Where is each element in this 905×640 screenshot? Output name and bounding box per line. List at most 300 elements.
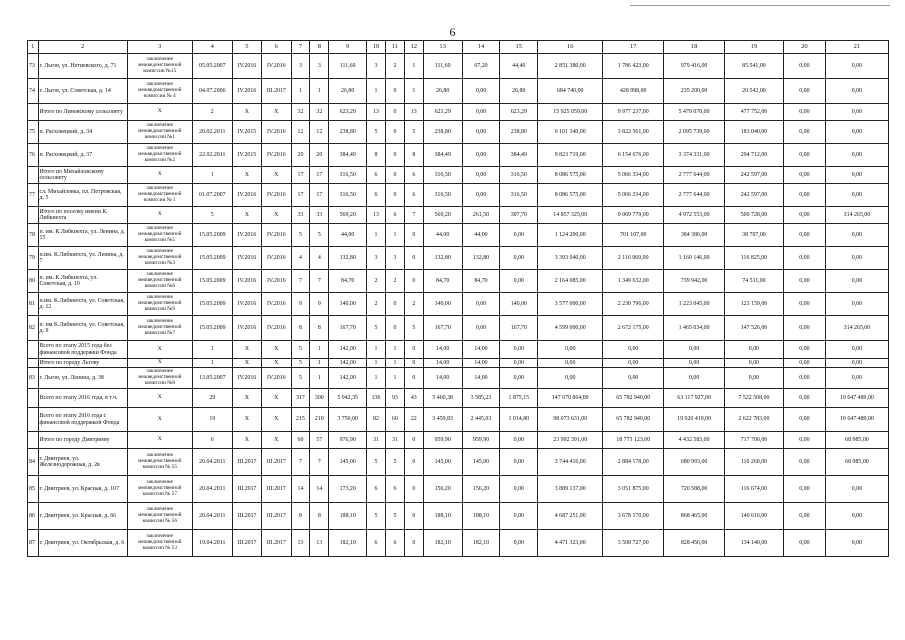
- table-cell: 5: [367, 121, 386, 144]
- table-cell: 0,00: [825, 144, 888, 167]
- table-cell: IV.2016: [232, 54, 261, 79]
- table-cell: 14 857 325,00: [538, 207, 603, 224]
- table-cell: IV.2016: [262, 144, 291, 167]
- table-cell: 78: [28, 224, 39, 247]
- table-cell: 98 073 631,00: [538, 408, 603, 432]
- table-cell: 14,00: [423, 359, 462, 368]
- table-cell: 235 200,00: [664, 79, 725, 104]
- table-cell: III.2017: [232, 530, 261, 557]
- table-cell: 14,00: [462, 359, 500, 368]
- table-cell: 18 773 123,00: [603, 432, 664, 449]
- table-cell: 84,70: [423, 270, 462, 293]
- table-cell: 38 707,00: [725, 224, 784, 247]
- table-cell: 8: [404, 144, 423, 167]
- table-cell: 116 674,00: [725, 476, 784, 503]
- table-cell: 0,00: [500, 503, 538, 530]
- table-cell: 316,50: [423, 184, 462, 207]
- table-cell: IV.2016: [232, 368, 261, 389]
- table-cell: 5: [367, 503, 386, 530]
- table-cell: III.2017: [262, 503, 291, 530]
- table-cell: 7: [310, 270, 329, 293]
- table-cell: 0,00: [783, 167, 825, 184]
- table-cell: 3 577 000,00: [538, 293, 603, 316]
- table-cell: 300: [310, 389, 329, 408]
- table-cell: IV.2016: [262, 247, 291, 270]
- table-cell: 0: [404, 449, 423, 476]
- table-cell: 05.05.2007: [192, 54, 232, 79]
- table-cell: 0,00: [538, 359, 603, 368]
- table-cell: 3 585,23: [462, 389, 500, 408]
- table-cell: 0,00: [783, 121, 825, 144]
- table-cell: 828 456,00: [664, 530, 725, 557]
- table-cell: 1: [404, 54, 423, 79]
- table-cell: IV.2016: [232, 293, 261, 316]
- table-cell: 5 942,35: [329, 389, 367, 408]
- table-cell: 132,80: [329, 247, 367, 270]
- table-cell: 6: [367, 530, 386, 557]
- table-cell: 7: [404, 207, 423, 224]
- table-cell: 1: [367, 368, 386, 389]
- table-cell: 0,00: [603, 341, 664, 359]
- table-cell: 80: [28, 270, 39, 293]
- column-header: 21: [825, 41, 888, 54]
- table-cell: 33: [310, 207, 329, 224]
- table-cell: 182,10: [423, 530, 462, 557]
- table-cell: 6: [385, 530, 404, 557]
- table-cell: 17: [310, 184, 329, 207]
- table-cell: 32: [310, 104, 329, 121]
- table-cell: 0: [385, 316, 404, 341]
- table-cell: 1 786 423,00: [603, 54, 664, 79]
- table-cell: заключение межведомственной комиссии № 4: [127, 79, 192, 104]
- table-cell: 384,49: [500, 144, 538, 167]
- table-cell: X: [127, 207, 192, 224]
- table-cell: 156,20: [423, 476, 462, 503]
- table-cell: 14: [291, 476, 310, 503]
- table-cell: IV.2016: [232, 79, 261, 104]
- table-cell: 82: [28, 316, 39, 341]
- column-header: 17: [603, 41, 664, 54]
- table-cell: 3 393 040,00: [538, 247, 603, 270]
- table-cell: 9 977 237,00: [603, 104, 664, 121]
- table-cell: 13: [367, 104, 386, 121]
- table-cell: заключение межведомственной комиссии №3: [127, 247, 192, 270]
- table-cell: Всего по этапу 2015 года без финансовой поддержки Фонда: [38, 341, 127, 359]
- column-header: 20: [783, 41, 825, 54]
- table-row: [28, 79, 889, 104]
- table-cell: 0,00: [783, 449, 825, 476]
- table-cell: X: [262, 207, 291, 224]
- table-cell: 2 164 085,00: [538, 270, 603, 293]
- table-cell: 242 597,00: [725, 184, 784, 207]
- table-cell: 81: [28, 293, 39, 316]
- table-cell: 0,00: [462, 184, 500, 207]
- column-header: 10: [367, 41, 386, 54]
- table-cell: 0,00: [825, 121, 888, 144]
- table-cell: 316,50: [423, 167, 462, 184]
- table-cell: 3: [367, 247, 386, 270]
- table-cell: 215: [291, 408, 310, 432]
- table-cell: 2 116 069,00: [603, 247, 664, 270]
- table-cell: 13: [367, 207, 386, 224]
- table-cell: 7: [310, 449, 329, 476]
- table-cell: 13.05.2007: [192, 368, 232, 389]
- table-cell: 60: [291, 432, 310, 449]
- table-cell: 0,00: [825, 341, 888, 359]
- table-cell: 3 051 875,00: [603, 476, 664, 503]
- table-cell: 13: [291, 530, 310, 557]
- table-cell: 110 260,00: [725, 449, 784, 476]
- table-cell: 188,10: [423, 503, 462, 530]
- table-cell: 14,00: [462, 368, 500, 389]
- column-header: 18: [664, 41, 725, 54]
- table-cell: 0,00: [825, 503, 888, 530]
- table-cell: 19 020 419,00: [664, 408, 725, 432]
- table-cell: 14,00: [462, 341, 500, 359]
- table-cell: 0,00: [783, 408, 825, 432]
- column-header: 7: [291, 41, 310, 54]
- column-header: 6: [262, 41, 291, 54]
- table-cell: 31: [385, 432, 404, 449]
- table-cell: 0,00: [462, 167, 500, 184]
- table-cell: 5: [291, 359, 310, 368]
- table-cell: 111,60: [329, 54, 367, 79]
- table-cell: 15.05.2009: [192, 316, 232, 341]
- table-cell: 0,00: [664, 341, 725, 359]
- table-cell: 167,70: [329, 316, 367, 341]
- table-cell: 6: [385, 476, 404, 503]
- table-cell: 20: [291, 144, 310, 167]
- table-cell: 3 822 561,00: [603, 121, 664, 144]
- table-cell: IV.2016: [262, 368, 291, 389]
- table-cell: заключение межведомственной комиссии №1: [127, 121, 192, 144]
- table-cell: X: [127, 167, 192, 184]
- table-cell: 84,70: [462, 270, 500, 293]
- table-cell: 83: [28, 368, 39, 389]
- table-cell: 0,00: [783, 359, 825, 368]
- table-cell: 14,00: [423, 368, 462, 389]
- table-cell: 2 777 644,00: [664, 167, 725, 184]
- table-cell: 1 875,15: [500, 389, 538, 408]
- table-cell: 147 526,00: [725, 316, 784, 341]
- table-cell: 0,00: [462, 144, 500, 167]
- header-row: [28, 41, 889, 54]
- table-cell: [28, 408, 39, 432]
- table-cell: Всего по этапу 2016 года с финансовой поддержкой Фонда: [38, 408, 127, 432]
- table-cell: 13: [310, 530, 329, 557]
- table-cell: 210: [310, 408, 329, 432]
- table-cell: п. Расховецкий, д. 34: [38, 121, 127, 144]
- table-cell: 959,90: [423, 432, 462, 449]
- table-cell: 4 471 323,00: [538, 530, 603, 557]
- table-cell: 145,00: [423, 449, 462, 476]
- table-cell: IV.2016: [262, 270, 291, 293]
- table-cell: 314 265,00: [825, 316, 888, 341]
- table-row: [28, 121, 889, 144]
- table-cell: 74 511,00: [725, 270, 784, 293]
- column-header: 5: [232, 41, 261, 54]
- table-cell: 123 159,00: [725, 293, 784, 316]
- table-cell: 0,00: [783, 144, 825, 167]
- table-cell: IV.2016: [262, 224, 291, 247]
- table-cell: 680 993,00: [664, 449, 725, 476]
- table-cell: X: [232, 408, 261, 432]
- table-cell: 44,00: [462, 224, 500, 247]
- table-cell: 316,50: [500, 167, 538, 184]
- table-cell: X: [232, 104, 261, 121]
- table-cell: 140,00: [423, 293, 462, 316]
- table-row: [28, 530, 889, 557]
- table-cell: 188,10: [462, 503, 500, 530]
- table-cell: 1 223 045,00: [664, 293, 725, 316]
- table-cell: 623,29: [500, 104, 538, 121]
- table-cell: заключение межведомственной комиссии №8: [127, 368, 192, 389]
- table-cell: 0: [385, 184, 404, 207]
- table-cell: 93: [385, 389, 404, 408]
- table-cell: 5 066 334,00: [603, 167, 664, 184]
- table-cell: X: [262, 389, 291, 408]
- table-cell: 3 459,83: [423, 408, 462, 432]
- table-cell: X: [232, 207, 261, 224]
- table-cell: заключение межведомственной комиссии №2: [127, 144, 192, 167]
- table-cell: 0,00: [664, 359, 725, 368]
- table-cell: 26,80: [329, 79, 367, 104]
- table-cell: 0,00: [783, 316, 825, 341]
- table-cell: 2: [385, 54, 404, 79]
- table-cell: 0,00: [500, 368, 538, 389]
- table-cell: заключение межведомственной комиссии №15: [127, 54, 192, 79]
- table-cell: 0,00: [725, 359, 784, 368]
- table-cell: 0,00: [783, 503, 825, 530]
- table-cell: X: [262, 167, 291, 184]
- table-cell: 1: [367, 224, 386, 247]
- table-cell: 428 998,00: [603, 79, 664, 104]
- table-cell: 74: [28, 79, 39, 104]
- table-cell: 0,00: [783, 224, 825, 247]
- table-cell: 145,00: [462, 449, 500, 476]
- table-cell: 17: [291, 167, 310, 184]
- table-cell: 4: [310, 247, 329, 270]
- table-cell: 65 782 940,00: [603, 408, 664, 432]
- table-cell: 0,00: [500, 476, 538, 503]
- table-cell: 5 470 070,00: [664, 104, 725, 121]
- table-cell: 2 884 178,00: [603, 449, 664, 476]
- table-cell: 3 889 137,00: [538, 476, 603, 503]
- table-cell: 3 678 170,00: [603, 503, 664, 530]
- table-cell: III.2017: [262, 530, 291, 557]
- table-cell: сл. Михайловка, пл. Петровская, д. 5: [38, 184, 127, 207]
- table-cell: 142,00: [329, 341, 367, 359]
- table-cell: 1: [192, 359, 232, 368]
- table-cell: заключение межведомственной комиссии № 1: [127, 184, 192, 207]
- table-cell: IV.2016: [232, 247, 261, 270]
- table-cell: 22: [404, 408, 423, 432]
- table-cell: 3: [367, 54, 386, 79]
- table-cell: 82: [367, 408, 386, 432]
- table-cell: 717 700,00: [725, 432, 784, 449]
- column-header: 13: [423, 41, 462, 54]
- table-cell: 6: [385, 207, 404, 224]
- table-cell: X: [232, 167, 261, 184]
- table-cell: 116 825,00: [725, 247, 784, 270]
- table-cell: 0,00: [783, 341, 825, 359]
- table-cell: 1: [367, 359, 386, 368]
- table-cell: 15 925 059,00: [538, 104, 603, 121]
- table-cell: 5: [192, 207, 232, 224]
- table-cell: 9: [310, 293, 329, 316]
- table-cell: 1: [192, 167, 232, 184]
- table-cell: 720 588,00: [664, 476, 725, 503]
- table-cell: заключение межведомственной комиссии № 53: [127, 530, 192, 557]
- table-cell: 0,00: [500, 341, 538, 359]
- table-cell: 9 069 779,00: [603, 207, 664, 224]
- table-cell: 0,00: [825, 79, 888, 104]
- table-cell: 0,00: [783, 184, 825, 207]
- table-cell: 7 522 508,00: [725, 389, 784, 408]
- table-cell: 84,70: [329, 270, 367, 293]
- table-cell: 173,20: [329, 476, 367, 503]
- table-cell: 0,00: [825, 54, 888, 79]
- table-cell: 1 014,80: [500, 408, 538, 432]
- table-cell: Итого по городу Дмитриеву: [38, 432, 127, 449]
- table-cell: 0: [404, 341, 423, 359]
- table-cell: 1: [385, 341, 404, 359]
- table-cell: 569,20: [329, 207, 367, 224]
- table-cell: Итого по поселку имени К. Либкнехта: [38, 207, 127, 224]
- column-header: 9: [329, 41, 367, 54]
- table-row: [28, 293, 889, 316]
- table-cell: 1: [385, 359, 404, 368]
- table-cell: г. Дмитриев, ул. Железнодорожная, д. 2в: [38, 449, 127, 476]
- table-cell: 4: [291, 247, 310, 270]
- table-cell: 8: [310, 316, 329, 341]
- table-cell: Итого по Линовскому сельсовету: [38, 104, 127, 121]
- table-cell: заключение межведомственной комиссии №5: [127, 224, 192, 247]
- table-cell: 0: [385, 121, 404, 144]
- table-cell: 79: [28, 247, 39, 270]
- table-cell: 6: [367, 476, 386, 503]
- table-cell: IV.2016: [262, 184, 291, 207]
- table-cell: X: [262, 359, 291, 368]
- table-cell: 20: [310, 144, 329, 167]
- table-cell: 1: [291, 79, 310, 104]
- table-cell: 14: [310, 476, 329, 503]
- table-cell: 0,00: [825, 293, 888, 316]
- table-cell: 156,20: [462, 476, 500, 503]
- column-header: 3: [127, 41, 192, 54]
- table-row: [28, 247, 889, 270]
- table-cell: 145,00: [329, 449, 367, 476]
- table-cell: 0: [404, 530, 423, 557]
- column-header: 4: [192, 41, 232, 54]
- table-cell: 23 992 391,00: [538, 432, 603, 449]
- table-cell: г. Дмитриев, ул. Красная, д. 107: [38, 476, 127, 503]
- table-cell: 15.05.2009: [192, 270, 232, 293]
- table-cell: IV.2015: [232, 144, 261, 167]
- subtotal-row: [28, 432, 889, 449]
- table-cell: 43: [404, 389, 423, 408]
- table-cell: 01.07.2007: [192, 184, 232, 207]
- table-cell: 6: [404, 184, 423, 207]
- table-cell: 5: [291, 224, 310, 247]
- table-cell: 167,70: [423, 316, 462, 341]
- table-cell: 0,00: [783, 54, 825, 79]
- table-cell: 8: [310, 503, 329, 530]
- table-cell: 0,00: [462, 121, 500, 144]
- table-cell: X: [127, 432, 192, 449]
- table-cell: [28, 341, 39, 359]
- table-body: [28, 54, 889, 557]
- table-row: [28, 144, 889, 167]
- table-cell: 6: [192, 432, 232, 449]
- table-cell: 68 985,00: [825, 449, 888, 476]
- table-cell: 26,80: [423, 79, 462, 104]
- table-cell: 0,00: [500, 432, 538, 449]
- table-cell: 29: [192, 389, 232, 408]
- table-cell: 623,29: [329, 104, 367, 121]
- table-cell: 0,00: [825, 359, 888, 368]
- table-cell: III.2017: [262, 476, 291, 503]
- table-cell: X: [127, 359, 192, 368]
- table-cell: 15.05.2009: [192, 247, 232, 270]
- table-cell: X: [127, 408, 192, 432]
- table-cell: 0,00: [783, 476, 825, 503]
- table-cell: 0: [404, 270, 423, 293]
- table-cell: 0: [385, 144, 404, 167]
- table-cell: 701 107,00: [603, 224, 664, 247]
- table-cell: 132,80: [462, 247, 500, 270]
- table-cell: 85: [28, 476, 39, 503]
- table-cell: 12: [310, 121, 329, 144]
- table-cell: 140,00: [329, 293, 367, 316]
- table-cell: п.им. К.Либкнехта, ул. Ленина, д. 7: [38, 247, 127, 270]
- table-cell: 4 599 000,00: [538, 316, 603, 341]
- table-cell: 0: [404, 359, 423, 368]
- table-cell: 1: [310, 359, 329, 368]
- table-cell: 2 445,03: [462, 408, 500, 432]
- table-cell: 0,00: [783, 368, 825, 389]
- table-cell: 314 265,00: [825, 207, 888, 224]
- table-cell: 2 851 380,00: [538, 54, 603, 79]
- table-cell: 12: [291, 121, 310, 144]
- table-cell: 3 750,00: [329, 408, 367, 432]
- table-cell: 19: [192, 408, 232, 432]
- table-cell: 623,29: [423, 104, 462, 121]
- table-cell: 5 066 334,00: [603, 184, 664, 207]
- table-cell: 142,00: [329, 368, 367, 389]
- top-rule: [630, 5, 890, 6]
- column-header: 11: [385, 41, 404, 54]
- table-cell: г. Льгов, ул. Ленина, д. 38: [38, 368, 127, 389]
- subtotal-row: [28, 408, 889, 432]
- table-row: [28, 449, 889, 476]
- table-cell: 140 616,00: [725, 503, 784, 530]
- table-cell: 6 154 676,00: [603, 144, 664, 167]
- table-cell: 0,00: [825, 184, 888, 207]
- table-cell: 0,00: [825, 530, 888, 557]
- table-cell: 20.04.2011: [192, 503, 232, 530]
- table-cell: 0,00: [783, 293, 825, 316]
- column-header: 8: [310, 41, 329, 54]
- table-cell: 238,80: [500, 121, 538, 144]
- table-cell: 67,20: [462, 54, 500, 79]
- table-cell: III.2017: [232, 449, 261, 476]
- table-cell: 976,90: [329, 432, 367, 449]
- table-cell: 0: [385, 104, 404, 121]
- table-cell: [28, 207, 39, 224]
- table-cell: 384,49: [423, 144, 462, 167]
- table-cell: 5: [310, 224, 329, 247]
